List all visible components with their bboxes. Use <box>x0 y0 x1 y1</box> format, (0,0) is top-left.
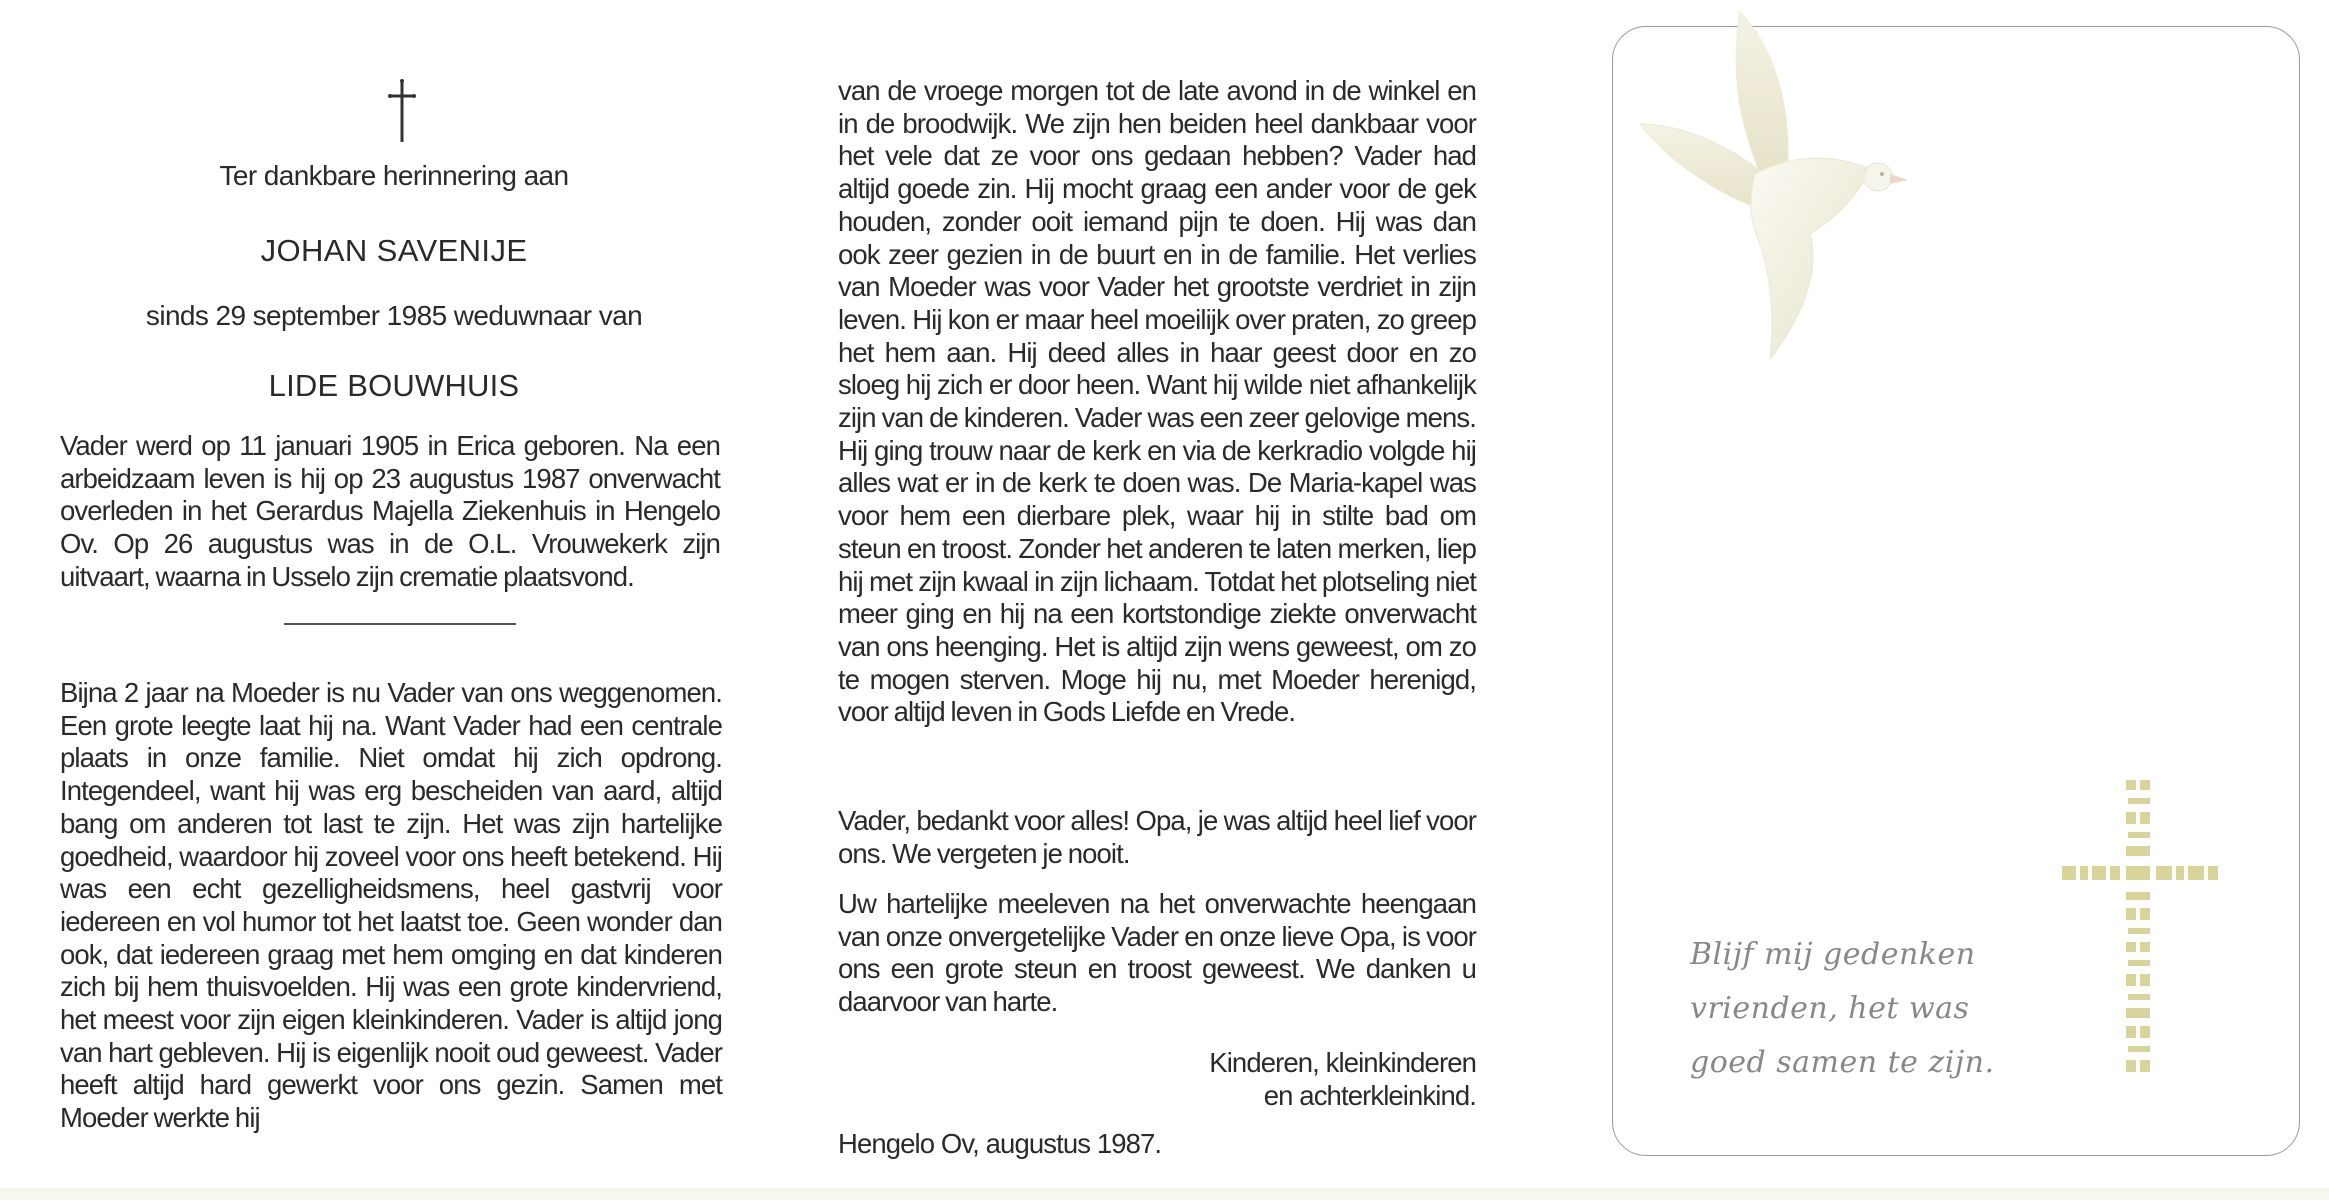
tribute-paragraph-2: van de vroege morgen tot de late avond in de winkel en in de broodwijk. We zijn hen beiden heel dankbaar voor het vele dat ze voor ons gedaan hebben? Vader had altijd goede zin. Hij mocht graag een ander voor de gek houden, zonder ooit iemand pijn te doen. Hij was dan ook zeer gezien in de buurt en in de familie. Het verlies van Moeder was voor Vader het grootste verdriet in zijn leven. Hij kon er maar heel moeilijk over praten, zo greep het hem aan. Hij deed alles in haar geest door en zo sloeg hij zich er door heen. Want hij wilde niet afhankelijk zijn van de kinderen. Vader was een zeer gelovige mens. Hij ging trouw naar de kerk en via de kerkradio volgde hij alles wat er in de kerk te doen was. De Maria-kapel was voor hem een dierbare plek, waar hij in stilte bad om steun en troost. Zonder het anderen te laten merken, liep hij met zijn kwaal in zijn lichaam. Totdat het plotseling niet meer ging en hij na een kortstondige ziekte onverwacht van ons heenging. Het is altijd zijn wens geweest, om zo te mogen sterven. Moge hij nu, met Moeder herenigd, voor altijd leven in Gods Liefde en Vrede. <box>838 75 1476 728</box>
divider <box>284 623 516 625</box>
small-cross-icon <box>387 78 417 144</box>
quote-line-2: vrienden, het was <box>1690 991 1970 1026</box>
deceased-name: JOHAN SAVENIJE <box>260 233 528 268</box>
farewell-paragraph: Vader, bedankt voor alles! Opa, je was altijd heel lief voor ons. We vergeten je nooit. <box>838 805 1476 869</box>
bottom-edge <box>0 1188 2329 1200</box>
quote-line-3: goed samen te zijn. <box>1690 1045 1995 1080</box>
tribute-paragraph-1: Bijna 2 jaar na Moeder is nu Vader van ons weggenomen. Een grote leegte laat hij na. Want Vader had een centrale plaats in onze familie. Niet omdat hij zich opdrong. Integendeel, want hij was erg bescheiden van aard, altijd bang om anderen tot last te zijn. Het was zijn hartelijke goedheid, waardoor hij zoveel voor ons heeft betekend. Hij was een echt gezelligheidsmens, heel gastvrij voor iedereen en vol humor tot het laatst toe. Geen wonder dan ook, dat iedereen graag met hem omging en dat kinderen zich bij hem thuisvoelden. Hij was een grote kindervriend, het meest voor zijn eigen kleinkinderen. Vader is altijd jong van hart gebleven. Hij is eigenlijk nooit oud geweest. Vader heeft altijd hard gewerkt voor ons gezin. Samen met Moeder werkte hij <box>60 677 722 1134</box>
place-date: Hengelo Ov, augustus 1987. <box>838 1128 1162 1159</box>
intro-text: Ter dankbare herinnering aan <box>219 160 569 191</box>
signature-line-1: Kinderen, kleinkinderen <box>1209 1047 1476 1078</box>
dove-icon <box>1620 4 1950 364</box>
memorial-quote <box>1690 928 2010 1090</box>
biography-paragraph: Vader werd op 11 januari 1905 in Erica geboren. Na een arbeidzaam leven is hij op 23 augustus 1987 onverwacht overleden in het Gerardus Majella Ziekenhuis in Hengelo Ov. Op 26 augustus was in de O.L. Vrouwekerk zijn uitvaart, waarna in Usselo zijn crematie plaatsvond. <box>60 430 720 592</box>
cross-icon <box>2056 770 2226 1100</box>
signature-line-2: en achterkleinkind. <box>1263 1080 1476 1111</box>
quote-line-1: Blijf mij gedenken <box>1690 937 1976 972</box>
signature <box>1100 1046 1476 1112</box>
spouse-name: LIDE BOUWHUIS <box>268 368 520 403</box>
widower-since-text: sinds 29 september 1985 weduwnaar van <box>145 300 643 331</box>
thanks-paragraph: Uw hartelijke meeleven na het onverwachte heengaan van onze onvergetelijke Vader en onze lieve Opa, is voor ons een grote steun en troost geweest. We danken u daarvoor van harte. <box>838 888 1476 1018</box>
